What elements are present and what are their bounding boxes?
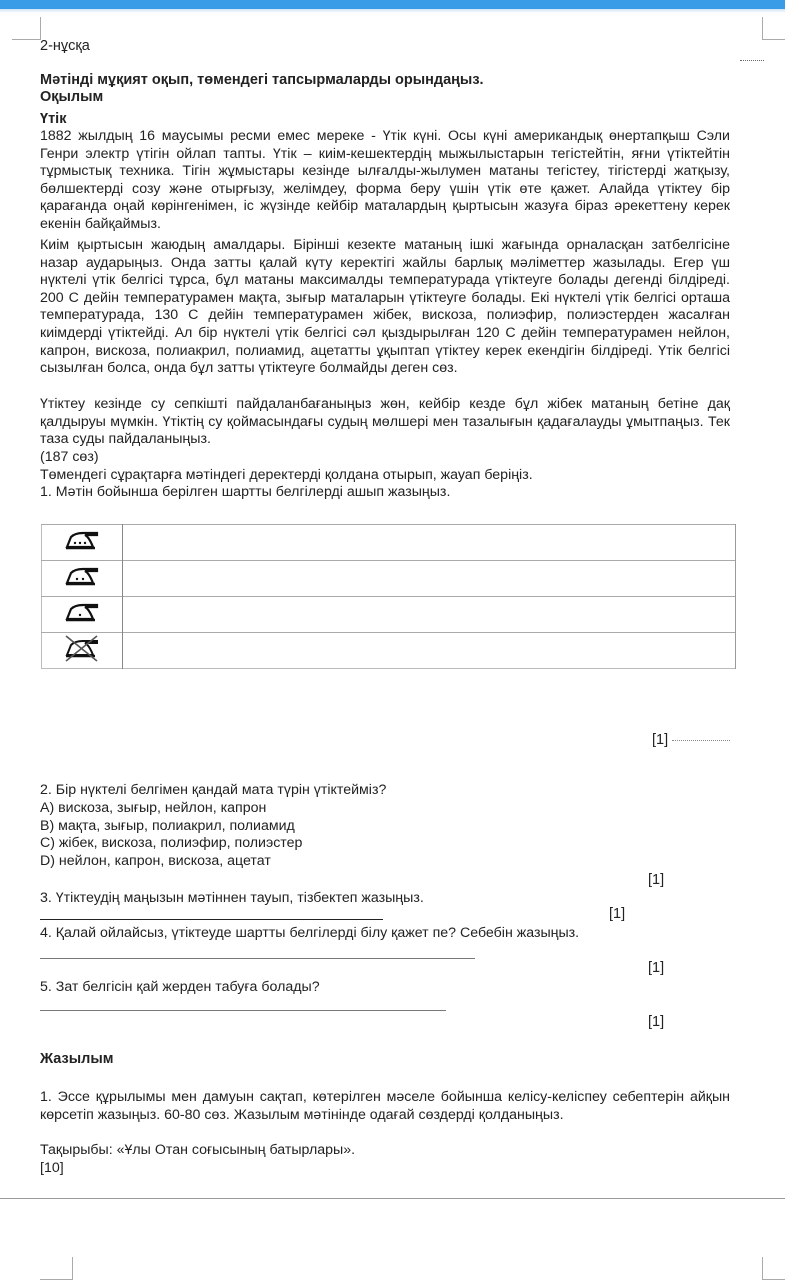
q2-option-d: D) нейлон, капрон, вискоза, ацетат xyxy=(40,853,271,869)
q5-answer-line[interactable] xyxy=(40,1010,446,1011)
q2-mark: [1] xyxy=(648,872,665,888)
answer-cell[interactable] xyxy=(123,525,736,561)
question-2: 2. Бір нүктелі белгімен қандай мата түрін үтіктейміз? xyxy=(40,782,387,798)
q1-mark-row xyxy=(652,732,730,748)
table-row xyxy=(42,561,736,597)
question-1: 1. Мәтін бойынша берілген шартты белгілерді ашып жазыңыз. xyxy=(40,484,451,500)
iron-one-dot-icon xyxy=(63,601,101,623)
top-bar-shadow xyxy=(0,9,785,13)
symbol-cell xyxy=(42,633,123,669)
q5-mark: [1] xyxy=(648,1014,665,1030)
q4-answer-line[interactable] xyxy=(40,958,475,959)
table-row xyxy=(42,525,736,561)
questions-intro: Төмендегі сұрақтарға мәтіндегі деректерді қолдана отырып, жауап беріңіз. xyxy=(40,467,533,483)
table-row xyxy=(42,597,736,633)
paragraph-2: Киім қыртысын жаюдың амалдары. Бірінші кезекте матаның ішкі жағында орналасқан затбелгісіне назар аударыңыз. Онда затты қалай күту керектігі жайлы барлық мәліметтер жазылады. Егер үш нүктелі үтік белгісі тұрса, бұл матаны максималды температурада үтіктеуге болады дегенді білдіреді. 200 С дейін температурамен мақта, зығыр маталарын үтіктеуге болады. Екі нүктелі үтік белгісі орташа температурада, 130 С дейін температурамен жібек, вискоза, полиэфир, полиэстерден жасалған киімдерді үтіктейді. Ал бір нүктелі үтік белгісі сәл қыздырылған 120 С дейін температурамен нейлон, капрон, вискоза, полиакрил, полиамид, ацетатты ұқыптап үтіктеу керек екендігін білдіреді. Үтік белгісі сызылған болса, онда бұл затты үтіктеуге болмайды деген сөз. xyxy=(40,237,730,377)
question-5: 5. Зат белгісін қай жерден табуға болады? xyxy=(40,979,320,995)
paragraph-3: Үтіктеу кезінде су сепкішті пайдаланбағаныңыз жөн, кейбір кезде бұл жібек матаның бетіне дақ қалдыруы мүмкін. Үтіктің су қоймасындағы судың мөлшері мен тазалығын қадағалауды ұмытпаңыз. Тек таза суды пайдаланыңыз. xyxy=(40,396,730,448)
word-count: (187 сөз) xyxy=(40,449,99,465)
variant-label: 2-нұсқа xyxy=(40,38,90,54)
app-top-bar xyxy=(0,0,785,9)
q4-mark: [1] xyxy=(648,960,665,976)
page-corner-mark xyxy=(40,1257,73,1280)
iron-two-dots-icon xyxy=(63,565,101,587)
writing-mark: [10] xyxy=(40,1160,64,1176)
writing-topic: Тақырыбы: «Ұлы Отан соғысының батырлары». xyxy=(40,1142,356,1158)
answer-cell[interactable] xyxy=(123,597,736,633)
page-corner-mark xyxy=(762,1257,785,1280)
answer-cell[interactable] xyxy=(123,633,736,669)
symbols-table xyxy=(41,524,736,669)
answer-cell[interactable] xyxy=(123,561,736,597)
text-title: Үтік xyxy=(40,111,67,127)
symbol-cell xyxy=(42,561,123,597)
q3-answer-line[interactable] xyxy=(40,919,383,920)
symbol-cell xyxy=(42,525,123,561)
page-corner-mark xyxy=(12,17,41,40)
section-reading-heading: Оқылым xyxy=(40,89,104,105)
question-3: 3. Үтіктеудің маңызын мәтіннен тауып, тізбектеп жазыңыз. xyxy=(40,890,424,906)
dotted-line xyxy=(672,740,730,741)
q3-mark: [1] xyxy=(609,906,626,922)
q2-option-a: A) вискоза, зығыр, нейлон, капрон xyxy=(40,800,267,816)
question-4: 4. Қалай ойлайсыз, үтіктеуде шартты белгілерді білу қажет пе? Себебін жазыңыз. xyxy=(40,925,580,941)
q2-option-b: B) мақта, зығыр, полиакрил, полиамид xyxy=(40,818,295,834)
dotted-mark xyxy=(740,60,764,61)
symbol-cell xyxy=(42,597,123,633)
iron-crossed-icon xyxy=(63,634,101,662)
section-writing-heading: Жазылым xyxy=(40,1051,114,1067)
paragraph-1: 1882 жылдың 16 маусымы ресми емес мереке - Үтік күні. Осы күні американдық өнертапқыш Сэли Генри электр үтігін ойлап тапты. Үтік – киім-кешектердің мыжылыстарын тегістейтін, яғни үтіктейтін тұрмыстық техника. Тігін жұмыстары кезінде ылғалды-жылумен матаны тегістеу, тігістерді жатқызу, бөлшектерді созу және отырғызу, желімдеу, форма беру үшін үтік өте қажет. Алайда үтіктеу бір қарағанда оңай көрінгенімен, іс жүзінде кейбір маталардың қыртысын жазуға біраз әрекеттену керек екенін байқаймыз. xyxy=(40,128,730,232)
q1-mark: [1] xyxy=(652,732,669,748)
table-row xyxy=(42,633,736,669)
writing-task: 1. Эссе құрылымы мен дамуын сақтап, көтерілген мәселе бойынша келісу-келіспеу себептерін айқын көрсетіп жазыңыз. 60-80 сөз. Жазылым мәтінінде одағай сөздерді қолданыңыз. xyxy=(40,1089,730,1123)
page-corner-mark xyxy=(762,17,785,40)
q2-option-c: C) жібек, вискоза, полиэфир, полиэстер xyxy=(40,835,303,851)
iron-three-dots-icon xyxy=(63,529,101,551)
page-divider xyxy=(0,1198,785,1199)
instruction-heading: Мәтінді мұқият оқып, төмендегі тапсырмаларды орындаңыз. xyxy=(40,72,484,88)
